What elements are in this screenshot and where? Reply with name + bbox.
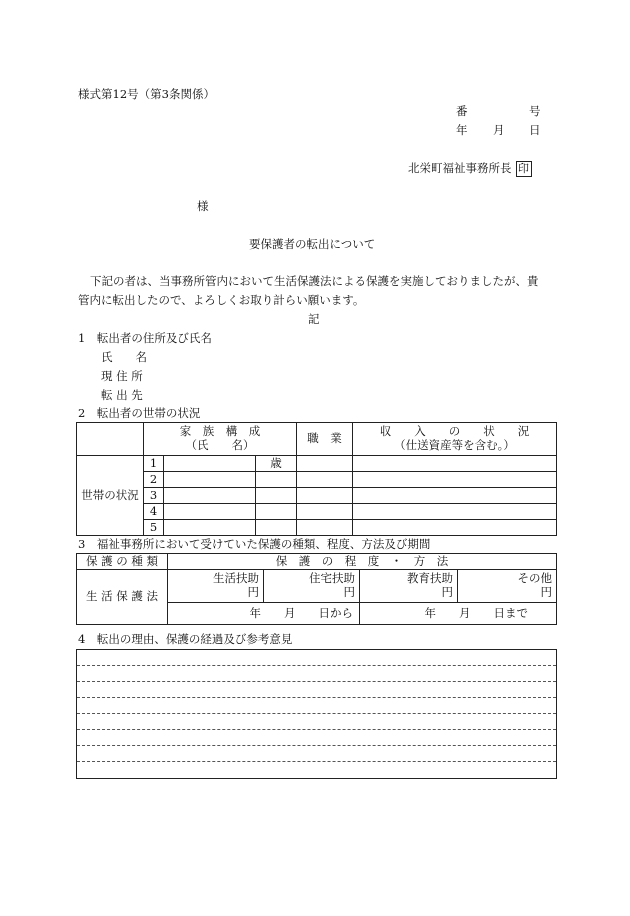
household-corner-cell xyxy=(77,423,144,456)
member-name-cell[interactable] xyxy=(164,488,256,504)
yen-unit: 円 xyxy=(247,585,259,599)
age-cell[interactable]: 歳 xyxy=(256,456,297,472)
education-aid-label: 教育扶助 xyxy=(407,571,453,586)
job-cell[interactable] xyxy=(297,456,353,472)
income-cell[interactable] xyxy=(353,520,557,536)
member-name-cell[interactable] xyxy=(164,456,256,472)
member-name-cell[interactable] xyxy=(164,472,256,488)
destination-label: 転 出 先 xyxy=(101,388,143,402)
section3-heading: 3 福祉事務所において受けていた保護の種類、程度、方法及び期間 xyxy=(78,537,431,551)
issuer-name: 北栄町福祉事務所長 xyxy=(408,161,512,175)
other-aid-label: その他 xyxy=(517,571,552,586)
income-header-text: 収 入 の 状 況 xyxy=(379,424,530,439)
remarks-line xyxy=(77,697,556,698)
job-cell[interactable] xyxy=(297,504,353,520)
row-number: 5 xyxy=(144,520,164,536)
family-header-text: 家 族 構 成 xyxy=(179,424,261,439)
degree-header: 保 護 の 程 度 ・ 方 法 xyxy=(168,554,557,570)
row-number: 3 xyxy=(144,488,164,504)
section1-heading: 1 転出者の住所及び氏名 xyxy=(78,331,212,345)
addressee-suffix: 様 xyxy=(197,199,209,213)
remarks-line xyxy=(77,745,556,746)
housing-aid-cell[interactable] xyxy=(264,570,360,603)
number-suffix: 号 xyxy=(529,104,541,118)
other-aid-cell[interactable] xyxy=(458,570,557,603)
age-cell[interactable] xyxy=(256,504,297,520)
period-to[interactable]: 年 月 日まで xyxy=(360,603,557,625)
remarks-line xyxy=(77,665,556,666)
education-aid-cell[interactable] xyxy=(360,570,458,603)
section4-heading: 4 転出の理由、保護の経過及び参考意見 xyxy=(78,632,293,646)
income-cell[interactable] xyxy=(353,488,557,504)
member-name-cell[interactable] xyxy=(164,520,256,536)
income-cell[interactable] xyxy=(353,472,557,488)
row-number: 1 xyxy=(144,456,164,472)
row-number: 2 xyxy=(144,472,164,488)
remarks-box[interactable] xyxy=(76,649,557,779)
member-name-cell[interactable] xyxy=(164,504,256,520)
yen-unit: 円 xyxy=(441,585,453,599)
household-table xyxy=(76,422,557,536)
income-cell[interactable] xyxy=(353,504,557,520)
age-cell[interactable] xyxy=(256,472,297,488)
document-title: 要保護者の転出について xyxy=(249,237,376,251)
job-cell[interactable] xyxy=(297,520,353,536)
job-cell[interactable] xyxy=(297,488,353,504)
housing-aid-label: 住宅扶助 xyxy=(309,571,355,586)
month-label: 月 xyxy=(493,123,505,137)
yen-unit: 円 xyxy=(540,585,552,599)
body-text-line2: 管内に転出したので、よろしくお取り計らい願います。 xyxy=(78,293,365,307)
period-from[interactable]: 年 月 日から xyxy=(168,603,360,625)
household-row-label: 世帯の状況 xyxy=(77,456,144,536)
income-header xyxy=(353,423,557,456)
body-text-line1: 下記の者は、当事務所管内において生活保護法による保護を実施しておりましたが、貴 xyxy=(90,274,539,288)
remarks-line xyxy=(77,681,556,682)
livelihood-law-label: 生 活 保 護 法 xyxy=(77,570,168,625)
protection-table xyxy=(76,553,557,625)
row-number: 4 xyxy=(144,504,164,520)
form-number: 様式第12号（第3条関係） xyxy=(78,87,215,101)
number-label: 番 xyxy=(456,104,468,118)
seal-mark: 印 xyxy=(516,161,532,177)
section2-heading: 2 転出者の世帯の状況 xyxy=(78,406,201,420)
age-cell[interactable] xyxy=(256,488,297,504)
living-aid-label: 生活扶助 xyxy=(213,571,259,586)
remarks-line xyxy=(77,761,556,762)
day-label: 日 xyxy=(529,123,541,137)
yen-unit: 円 xyxy=(343,585,355,599)
age-cell[interactable] xyxy=(256,520,297,536)
family-header-sub: （氏 名） xyxy=(185,438,255,452)
kind-header: 保 護 の 種 類 xyxy=(77,554,168,570)
job-header: 職 業 xyxy=(297,423,353,456)
job-cell[interactable] xyxy=(297,472,353,488)
name-label: 氏 名 xyxy=(101,350,147,364)
living-aid-cell[interactable] xyxy=(168,570,264,603)
remarks-line xyxy=(77,713,556,714)
year-label: 年 xyxy=(456,123,468,137)
issuer xyxy=(408,160,532,177)
address-label: 現 住 所 xyxy=(101,369,143,383)
income-cell[interactable] xyxy=(353,456,557,472)
ki-label: 記 xyxy=(308,312,320,326)
remarks-line xyxy=(77,729,556,730)
family-header xyxy=(144,423,297,456)
income-header-sub: （仕送資産等を含む。） xyxy=(394,438,515,452)
